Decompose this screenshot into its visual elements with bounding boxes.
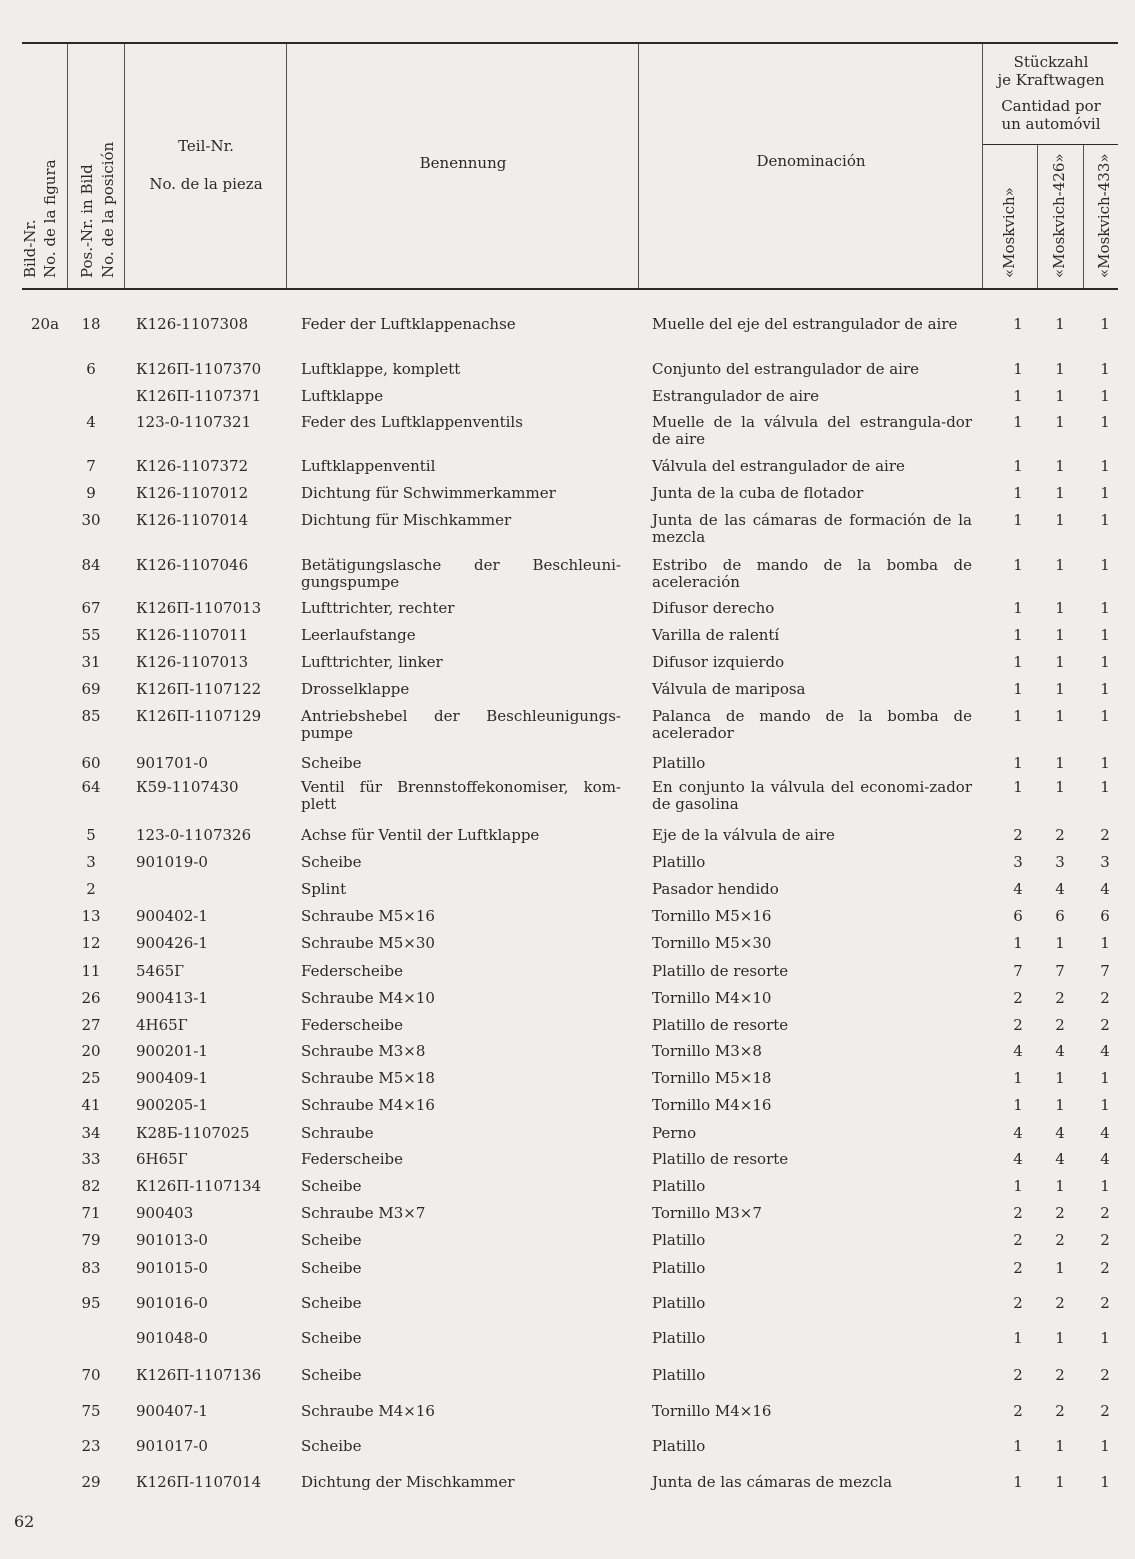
- position-number: 82: [81, 1177, 101, 1195]
- qty-moskvich-433: 4: [1100, 1124, 1110, 1142]
- position-number: 25: [81, 1069, 101, 1087]
- qty-moskvich-433: 2: [1100, 1231, 1110, 1249]
- part-number: 900409-1: [136, 1069, 208, 1087]
- qty-moskvich-433: 1: [1100, 511, 1110, 529]
- qty-moskvich: 2: [1013, 826, 1023, 844]
- qty-moskvich-426: 1: [1055, 360, 1065, 378]
- qty-moskvich-426: 2: [1055, 1204, 1065, 1222]
- col-divider: [1037, 145, 1038, 288]
- german-name: Schraube M5×30: [301, 934, 435, 952]
- spanish-name: En conjunto la válvula del economi-zador de gasolina: [652, 778, 972, 813]
- qty-moskvich-433: 1: [1100, 1069, 1110, 1087]
- german-name: Scheibe: [301, 1366, 362, 1384]
- spanish-name: Platillo de resorte: [652, 1016, 789, 1034]
- german-name: Lufttrichter, linker: [301, 653, 443, 671]
- position-number: 71: [81, 1204, 101, 1222]
- german-name: Splint: [301, 880, 347, 898]
- qty-moskvich-426: 1: [1055, 778, 1065, 796]
- part-number: К28Б-1107025: [136, 1124, 250, 1142]
- qty-moskvich-433: 1: [1100, 387, 1110, 405]
- position-number: 31: [81, 653, 101, 671]
- qty-moskvich-433: 2: [1100, 1016, 1110, 1034]
- qty-moskvich-426: 1: [1055, 653, 1065, 671]
- spanish-name: Muelle de la válvula del estrangula-dor de aire: [652, 413, 972, 448]
- german-name: Drosselklappe: [301, 680, 410, 698]
- qty-moskvich-433: 4: [1100, 1042, 1110, 1060]
- german-name: Scheibe: [301, 1294, 362, 1312]
- qty-moskvich: 7: [1013, 962, 1023, 980]
- qty-moskvich-433: 2: [1100, 1366, 1110, 1384]
- german-name: Luftklappe: [301, 387, 384, 405]
- german-name: Scheibe: [301, 1437, 362, 1455]
- german-name: Schraube M3×8: [301, 1042, 426, 1060]
- german-name: Antriebshebel der Beschleunigungs-pumpe: [301, 707, 621, 742]
- qty-moskvich: 1: [1013, 1096, 1023, 1114]
- german-name: Schraube M3×7: [301, 1204, 426, 1222]
- german-name: Schraube: [301, 1124, 374, 1142]
- qty-moskvich: 2: [1013, 1259, 1023, 1277]
- qty-moskvich-426: 2: [1055, 826, 1065, 844]
- position-number: 3: [86, 853, 96, 871]
- spanish-name: Estrangulador de aire: [652, 387, 820, 405]
- qty-moskvich-426: 1: [1055, 315, 1065, 333]
- spanish-name: Tornillo M4×16: [652, 1096, 772, 1114]
- qty-moskvich: 2: [1013, 1204, 1023, 1222]
- german-name: Schraube M5×18: [301, 1069, 435, 1087]
- german-name: Luftklappenventil: [301, 457, 436, 475]
- position-number: 18: [81, 315, 101, 333]
- col-divider: [67, 44, 68, 288]
- qty-moskvich-426: 1: [1055, 1437, 1065, 1455]
- qty-moskvich-426: 1: [1055, 413, 1065, 431]
- part-number: К126-1107013: [136, 653, 249, 671]
- qty-moskvich-433: 1: [1100, 484, 1110, 502]
- part-number: 900426-1: [136, 934, 208, 952]
- german-name: Lufttrichter, rechter: [301, 599, 455, 617]
- col-divider: [982, 44, 983, 288]
- part-number: 901015-0: [136, 1259, 208, 1277]
- qty-moskvich-426: 2: [1055, 1402, 1065, 1420]
- qty-moskvich-426: 6: [1055, 907, 1065, 925]
- spanish-name: Tornillo M5×16: [652, 907, 772, 925]
- position-number: 41: [81, 1096, 101, 1114]
- position-number: 23: [81, 1437, 101, 1455]
- spanish-name: Eje de la válvula de aire: [652, 826, 835, 844]
- qty-moskvich-426: 1: [1055, 707, 1065, 725]
- qty-moskvich-426: 1: [1055, 1069, 1065, 1087]
- qty-moskvich-433: 1: [1100, 1473, 1110, 1491]
- spanish-name: Pasador hendido: [652, 880, 779, 898]
- qty-moskvich: 1: [1013, 626, 1023, 644]
- position-number: 30: [81, 511, 101, 529]
- spanish-name: Tornillo M3×8: [652, 1042, 762, 1060]
- page-number: 62: [14, 1512, 35, 1531]
- german-name: Schraube M4×16: [301, 1096, 435, 1114]
- german-name: Dichtung für Schwimmerkammer: [301, 484, 556, 502]
- qty-moskvich-433: 2: [1100, 1259, 1110, 1277]
- header-qty-line4: un automóvil: [1001, 115, 1101, 133]
- qty-moskvich: 1: [1013, 556, 1023, 574]
- part-number: 900201-1: [136, 1042, 208, 1060]
- qty-moskvich: 2: [1013, 1231, 1023, 1249]
- spanish-name: Platillo de resorte: [652, 962, 789, 980]
- german-name: Schraube M4×16: [301, 1402, 435, 1420]
- part-number: 4Н65Г: [136, 1016, 188, 1034]
- col-divider: [124, 44, 125, 288]
- part-number: К126-1107011: [136, 626, 249, 644]
- position-number: 9: [86, 484, 96, 502]
- position-number: 70: [81, 1366, 101, 1384]
- qty-moskvich-433: 1: [1100, 626, 1110, 644]
- qty-moskvich-426: 4: [1055, 880, 1065, 898]
- german-name: Scheibe: [301, 1177, 362, 1195]
- qty-moskvich: 2: [1013, 1366, 1023, 1384]
- header-pos-line1: Pos.-Nr. in Bild: [78, 164, 96, 278]
- part-number: К126П-1107014: [136, 1473, 262, 1491]
- position-number: 67: [81, 599, 101, 617]
- german-name: Federscheibe: [301, 1150, 404, 1168]
- position-number: 69: [81, 680, 101, 698]
- qty-moskvich-426: 2: [1055, 1231, 1065, 1249]
- spanish-name: Junta de las cámaras de formación de la mezcla: [652, 511, 972, 546]
- qty-moskvich-426: 1: [1055, 626, 1065, 644]
- position-number: 7: [86, 457, 96, 475]
- part-number: 900403: [136, 1204, 194, 1222]
- part-number: К59-1107430: [136, 778, 239, 796]
- part-number: 900402-1: [136, 907, 208, 925]
- qty-moskvich-426: 1: [1055, 556, 1065, 574]
- spanish-name: Varilla de ralentí: [652, 626, 780, 644]
- qty-moskvich: 4: [1013, 880, 1023, 898]
- qty-moskvich-426: 2: [1055, 1366, 1065, 1384]
- spanish-name: Platillo de resorte: [652, 1150, 789, 1168]
- position-number: 20: [81, 1042, 101, 1060]
- qty-moskvich-433: 1: [1100, 707, 1110, 725]
- qty-moskvich-433: 1: [1100, 1437, 1110, 1455]
- part-number: К126П-1107370: [136, 360, 262, 378]
- part-number: К126-1107308: [136, 315, 249, 333]
- spanish-name: Platillo: [652, 1259, 706, 1277]
- spanish-name: Estribo de mando de la bomba de aceleración: [652, 556, 972, 591]
- spanish-name: Perno: [652, 1124, 697, 1142]
- header-part-line2: No. de la pieza: [149, 175, 263, 193]
- qty-moskvich-426: 2: [1055, 989, 1065, 1007]
- qty-moskvich: 2: [1013, 1402, 1023, 1420]
- spanish-name: Tornillo M5×18: [652, 1069, 772, 1087]
- position-number: 83: [81, 1259, 101, 1277]
- qty-moskvich-426: 2: [1055, 1294, 1065, 1312]
- qty-moskvich: 1: [1013, 1069, 1023, 1087]
- qty-moskvich-426: 3: [1055, 853, 1065, 871]
- col-divider: [1083, 145, 1084, 288]
- german-name: Schraube M5×16: [301, 907, 435, 925]
- position-number: 5: [86, 826, 96, 844]
- qty-moskvich-433: 1: [1100, 599, 1110, 617]
- part-number: 901701-0: [136, 754, 208, 772]
- spanish-name: Platillo: [652, 1231, 706, 1249]
- col-divider: [638, 44, 639, 288]
- spanish-name: Difusor derecho: [652, 599, 775, 617]
- header-part-line1: Teil-Nr.: [178, 137, 234, 155]
- qty-moskvich: 2: [1013, 1016, 1023, 1034]
- position-number: 55: [81, 626, 101, 644]
- spanish-name: Válvula de mariposa: [652, 680, 806, 698]
- qty-moskvich: 1: [1013, 707, 1023, 725]
- table-top-rule: [22, 42, 1118, 44]
- qty-moskvich-433: 1: [1100, 934, 1110, 952]
- qty-moskvich-433: 7: [1100, 962, 1110, 980]
- spanish-name: Tornillo M5×30: [652, 934, 772, 952]
- position-number: 12: [81, 934, 101, 952]
- qty-moskvich-426: 1: [1055, 934, 1065, 952]
- spanish-name: Platillo: [652, 853, 706, 871]
- spanish-name: Tornillo M4×10: [652, 989, 772, 1007]
- qty-moskvich: 1: [1013, 387, 1023, 405]
- qty-moskvich: 4: [1013, 1042, 1023, 1060]
- qty-moskvich: 1: [1013, 511, 1023, 529]
- qty-moskvich: 6: [1013, 907, 1023, 925]
- position-number: 64: [81, 778, 101, 796]
- position-number: 60: [81, 754, 101, 772]
- qty-moskvich-433: 1: [1100, 457, 1110, 475]
- qty-moskvich: 1: [1013, 653, 1023, 671]
- german-name: Achse für Ventil der Luftklappe: [301, 826, 540, 844]
- position-number: 84: [81, 556, 101, 574]
- part-number: 6Н65Г: [136, 1150, 188, 1168]
- german-name: Feder der Luftklappenachse: [301, 315, 516, 333]
- header-model-433: «Moskvich-433»: [1095, 153, 1113, 278]
- part-number: 901019-0: [136, 853, 208, 871]
- qty-moskvich-433: 1: [1100, 1329, 1110, 1347]
- part-number: 123-0-1107321: [136, 413, 252, 431]
- german-name: Ventil für Brennstoffekonomiser, kom-plett: [301, 778, 621, 813]
- header-qty-line3: Cantidad por: [1001, 97, 1101, 115]
- header-qty-line1: Stückzahl: [1013, 53, 1089, 71]
- qty-moskvich: 1: [1013, 360, 1023, 378]
- qty-moskvich-433: 1: [1100, 413, 1110, 431]
- qty-moskvich-426: 1: [1055, 387, 1065, 405]
- qty-moskvich-433: 6: [1100, 907, 1110, 925]
- part-number: 901013-0: [136, 1231, 208, 1249]
- qty-moskvich-426: 1: [1055, 457, 1065, 475]
- qty-moskvich: 1: [1013, 934, 1023, 952]
- part-number: 901048-0: [136, 1329, 208, 1347]
- part-number: К126П-1107134: [136, 1177, 262, 1195]
- position-number: 6: [86, 360, 96, 378]
- qty-moskvich-426: 1: [1055, 599, 1065, 617]
- part-number: 5465Г: [136, 962, 185, 980]
- spanish-name: Tornillo M3×7: [652, 1204, 762, 1222]
- position-number: 75: [81, 1402, 101, 1420]
- qty-moskvich: 2: [1013, 989, 1023, 1007]
- qty-moskvich-433: 3: [1100, 853, 1110, 871]
- qty-moskvich: 1: [1013, 315, 1023, 333]
- german-name: Dichtung der Mischkammer: [301, 1473, 515, 1491]
- part-number: К126-1107372: [136, 457, 249, 475]
- qty-moskvich: 4: [1013, 1150, 1023, 1168]
- qty-moskvich-433: 1: [1100, 1096, 1110, 1114]
- part-number: 901016-0: [136, 1294, 208, 1312]
- qty-moskvich: 1: [1013, 599, 1023, 617]
- qty-moskvich-433: 1: [1100, 1177, 1110, 1195]
- part-number: 901017-0: [136, 1437, 208, 1455]
- german-name: Luftklappe, komplett: [301, 360, 461, 378]
- col-divider: [286, 44, 287, 288]
- qty-moskvich-426: 1: [1055, 1259, 1065, 1277]
- spanish-name: Platillo: [652, 1294, 706, 1312]
- spanish-name: Palanca de mando de la bomba de acelerador: [652, 707, 972, 742]
- german-name: Feder des Luftklappenventils: [301, 413, 523, 431]
- qty-moskvich-433: 1: [1100, 754, 1110, 772]
- qty-moskvich-426: 1: [1055, 1473, 1065, 1491]
- qty-moskvich-426: 1: [1055, 1096, 1065, 1114]
- spanish-name: Conjunto del estrangulador de aire: [652, 360, 919, 378]
- spanish-name: Platillo: [652, 754, 706, 772]
- position-number: 27: [81, 1016, 101, 1034]
- part-number: К126П-1107013: [136, 599, 262, 617]
- qty-moskvich-426: 1: [1055, 680, 1065, 698]
- qty-moskvich: 1: [1013, 680, 1023, 698]
- qty-moskvich-433: 2: [1100, 1402, 1110, 1420]
- german-name: Scheibe: [301, 853, 362, 871]
- spanish-name: Platillo: [652, 1366, 706, 1384]
- qty-moskvich-433: 2: [1100, 989, 1110, 1007]
- qty-moskvich: 1: [1013, 1177, 1023, 1195]
- position-number: 34: [81, 1124, 101, 1142]
- part-number: 900205-1: [136, 1096, 208, 1114]
- qty-moskvich-426: 4: [1055, 1124, 1065, 1142]
- spanish-name: Junta de la cuba de flotador: [652, 484, 864, 502]
- german-name: Scheibe: [301, 1259, 362, 1277]
- header-pos-line2: No. de la posición: [99, 141, 117, 278]
- qty-moskvich-433: 1: [1100, 315, 1110, 333]
- german-name: Scheibe: [301, 1329, 362, 1347]
- qty-moskvich-433: 4: [1100, 1150, 1110, 1168]
- spanish-name: Difusor izquierdo: [652, 653, 785, 671]
- position-number: 33: [81, 1150, 101, 1168]
- german-name: Scheibe: [301, 754, 362, 772]
- spanish-name: Muelle del eje del estrangulador de aire: [652, 315, 958, 333]
- qty-moskvich: 1: [1013, 1329, 1023, 1347]
- qty-moskvich-433: 1: [1100, 556, 1110, 574]
- header-bottom-rule: [22, 288, 1118, 290]
- german-name: Federscheibe: [301, 962, 404, 980]
- qty-moskvich-426: 1: [1055, 1329, 1065, 1347]
- qty-moskvich-433: 2: [1100, 1294, 1110, 1312]
- spanish-name: Junta de las cámaras de mezcla: [652, 1473, 893, 1491]
- header-model-moskvich: «Moskvich»: [1000, 187, 1018, 278]
- german-name: Betätigungslasche der Beschleuni-gungspumpe: [301, 556, 621, 591]
- part-number: К126П-1107129: [136, 707, 262, 725]
- header-fig-line2: No. de la figura: [41, 159, 59, 278]
- qty-moskvich-426: 4: [1055, 1150, 1065, 1168]
- position-number: 13: [81, 907, 101, 925]
- position-number: 85: [81, 707, 101, 725]
- qty-moskvich-433: 1: [1100, 680, 1110, 698]
- position-number: 29: [81, 1473, 101, 1491]
- qty-moskvich-433: 1: [1100, 360, 1110, 378]
- qty-moskvich: 1: [1013, 413, 1023, 431]
- spanish-name: Válvula del estrangulador de aire: [652, 457, 905, 475]
- qty-moskvich: 1: [1013, 1473, 1023, 1491]
- figure-number: 20a: [30, 315, 60, 333]
- part-number: 900413-1: [136, 989, 208, 1007]
- qty-subheader-rule: [983, 144, 1118, 145]
- german-name: Dichtung für Mischkammer: [301, 511, 512, 529]
- position-number: 26: [81, 989, 101, 1007]
- part-number: К126П-1107136: [136, 1366, 262, 1384]
- german-name: Federscheibe: [301, 1016, 404, 1034]
- german-name: Scheibe: [301, 1231, 362, 1249]
- qty-moskvich: 4: [1013, 1124, 1023, 1142]
- qty-moskvich: 1: [1013, 484, 1023, 502]
- header-model-426: «Moskvich-426»: [1050, 153, 1068, 278]
- part-number: 123-0-1107326: [136, 826, 252, 844]
- spanish-name: Platillo: [652, 1329, 706, 1347]
- qty-moskvich-426: 1: [1055, 754, 1065, 772]
- qty-moskvich: 3: [1013, 853, 1023, 871]
- part-number: К126П-1107122: [136, 680, 262, 698]
- position-number: 79: [81, 1231, 101, 1249]
- header-qty-line2: je Kraftwagen: [997, 71, 1105, 89]
- part-number: 900407-1: [136, 1402, 208, 1420]
- position-number: 11: [81, 962, 101, 980]
- header-fig-line1: Bild-Nr.: [21, 219, 39, 278]
- qty-moskvich-426: 2: [1055, 1016, 1065, 1034]
- position-number: 4: [86, 413, 96, 431]
- german-name: Schraube M4×10: [301, 989, 435, 1007]
- header-benennung: Benennung: [419, 154, 507, 172]
- qty-moskvich-433: 1: [1100, 653, 1110, 671]
- qty-moskvich: 1: [1013, 1437, 1023, 1455]
- qty-moskvich: 1: [1013, 457, 1023, 475]
- position-number: 2: [86, 880, 96, 898]
- part-number: К126-1107046: [136, 556, 249, 574]
- qty-moskvich: 1: [1013, 778, 1023, 796]
- part-number: К126П-1107371: [136, 387, 262, 405]
- spanish-name: Tornillo M4×16: [652, 1402, 772, 1420]
- qty-moskvich-433: 1: [1100, 778, 1110, 796]
- qty-moskvich-433: 4: [1100, 880, 1110, 898]
- qty-moskvich: 1: [1013, 754, 1023, 772]
- german-name: Leerlaufstange: [301, 626, 416, 644]
- spanish-name: Platillo: [652, 1177, 706, 1195]
- qty-moskvich-433: 2: [1100, 1204, 1110, 1222]
- qty-moskvich-426: 1: [1055, 1177, 1065, 1195]
- qty-moskvich-426: 4: [1055, 1042, 1065, 1060]
- qty-moskvich-426: 1: [1055, 484, 1065, 502]
- qty-moskvich: 2: [1013, 1294, 1023, 1312]
- part-number: К126-1107012: [136, 484, 249, 502]
- qty-moskvich-426: 1: [1055, 511, 1065, 529]
- qty-moskvich-426: 7: [1055, 962, 1065, 980]
- header-denominacion: Denominación: [756, 152, 866, 170]
- part-number: К126-1107014: [136, 511, 249, 529]
- position-number: 95: [81, 1294, 101, 1312]
- qty-moskvich-433: 2: [1100, 826, 1110, 844]
- spanish-name: Platillo: [652, 1437, 706, 1455]
